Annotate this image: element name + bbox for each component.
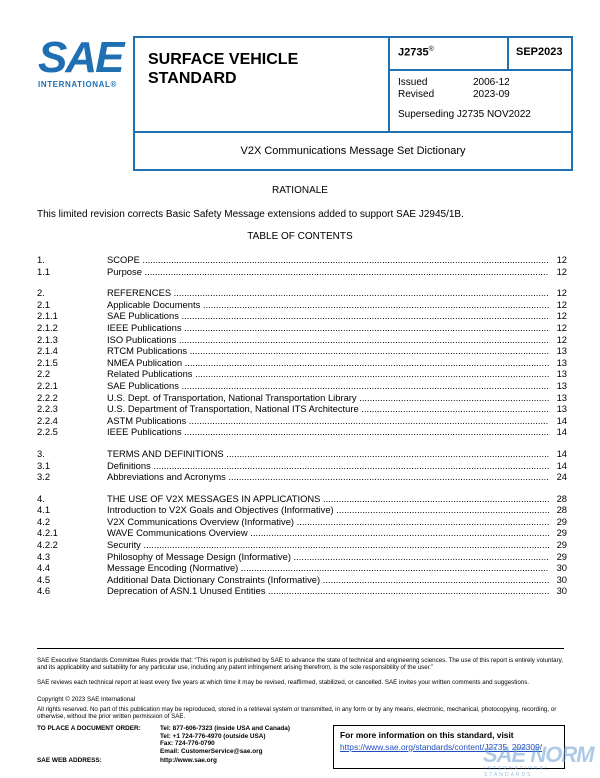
toc-entry-number: 2.2.4	[37, 414, 58, 426]
issue-dates	[398, 77, 510, 101]
toc-entry-title: IEEE Publications .....	[107, 322, 549, 334]
toc-entry[interactable]	[37, 334, 567, 346]
toc-entry[interactable]	[37, 415, 567, 427]
logo-letters: SAE	[38, 33, 123, 82]
toc-entry-page: 13	[556, 345, 567, 357]
web-address[interactable]: http://www.sae.org	[160, 757, 217, 764]
toc-entry[interactable]	[37, 426, 567, 438]
toc-entry[interactable]	[37, 527, 567, 539]
rationale-text: This limited revision corrects Basic Safety Message extensions added to support SAE J2945/1B.	[37, 209, 464, 220]
toc-entry-title: IEEE Publications .....	[107, 426, 549, 438]
toc-entry-number: 3.	[37, 447, 45, 459]
toc-entry-number: 4.1	[37, 504, 51, 516]
toc-entry-page: 14	[556, 447, 567, 459]
toc-entry-page: 14	[556, 459, 567, 471]
toc-entry-title: SCOPE .....	[107, 254, 549, 266]
copyright: Copyright © 2023 SAE International	[37, 696, 136, 703]
toc-entry-number: 2.1.4	[37, 345, 58, 357]
email: Email: CustomerService@sae.org	[160, 747, 263, 755]
toc-entry-number: 4.5	[37, 573, 51, 585]
toc-entry-page: 13	[556, 379, 567, 391]
rules-notice: SAE Executive Standards Committee Rules provide that: “This report is published by SAE to advance the state of technical and engineering sciences. The use of this report is entirely voluntary, and its applicability and suitability for any particular use, including any patent infringement arising therefrom, is the sole responsibility of the user.”	[37, 657, 563, 672]
toc-entry[interactable]	[37, 392, 567, 404]
toc-entry-title: Security .....	[107, 539, 549, 551]
toc-entry-page: 14	[556, 414, 567, 426]
toc-spacer	[37, 438, 567, 448]
toc-entry-number: 2.1	[37, 298, 51, 310]
toc-entry-page: 29	[556, 550, 567, 562]
footer-rule	[37, 648, 564, 649]
toc-entry-page: 30	[556, 562, 567, 574]
sae-logo	[38, 33, 124, 90]
document-type-line: STANDARD	[148, 70, 237, 87]
toc-entry[interactable]	[37, 310, 567, 322]
toc-entry-number: 4.4	[37, 562, 51, 574]
toc-entry-title: U.S. Dept. of Transportation, National Transportation Library .....	[107, 392, 549, 404]
phone-domestic: Tel: 877-606-7323 (inside USA and Canada)	[160, 725, 290, 732]
issued-label: Issued	[398, 77, 428, 88]
toc-entry[interactable]	[37, 471, 567, 483]
header-divider	[388, 36, 390, 132]
toc-entry[interactable]	[37, 266, 567, 278]
toc-entry-title: Philosophy of Message Design (Informative) .....	[107, 551, 549, 563]
toc-entry-title: Introduction to V2X Goals and Objectives (Informative) .....	[107, 504, 549, 516]
toc-entry-page: 14	[556, 426, 567, 438]
toc-entry-title: THE USE OF V2X MESSAGES IN APPLICATIONS .....	[107, 493, 549, 505]
header-divider	[388, 69, 573, 71]
document-type	[148, 50, 298, 88]
header-divider	[133, 131, 573, 133]
toc-entry[interactable]	[37, 562, 567, 574]
toc-entry-number: 2.1.3	[37, 333, 58, 345]
issued-value: 2006-12	[473, 77, 510, 88]
revised-label: Revised	[398, 89, 435, 100]
toc-entry[interactable]	[37, 574, 567, 586]
logo-subtitle: INTERNATIONAL®	[38, 80, 118, 89]
table-of-contents	[37, 254, 567, 597]
toc-entry-title: WAVE Communications Overview .....	[107, 527, 549, 539]
toc-entry-number: 2.1.5	[37, 356, 58, 368]
toc-entry-title: SAE Publications .....	[107, 310, 549, 322]
toc-entry-page: 30	[556, 585, 567, 597]
toc-entry-number: 4.	[37, 492, 45, 504]
toc-entry-number: 3.1	[37, 459, 51, 471]
document-title: V2X Communications Message Set Dictionary	[240, 145, 466, 157]
toc-entry-page: 12	[556, 310, 567, 322]
toc-entry-number: 2.	[37, 287, 45, 299]
toc-entry-number: 3.2	[37, 471, 51, 483]
toc-entry-page: 29	[556, 539, 567, 551]
toc-entry-title: RTCM Publications .....	[107, 345, 549, 357]
watermark-logo: SAE NORM	[483, 742, 594, 767]
toc-entry-page: 12	[556, 265, 567, 277]
toc-entry-page: 28	[556, 504, 567, 516]
toc-entry-page: 12	[556, 321, 567, 333]
registered-mark: ®	[428, 46, 434, 53]
toc-entry-number: 4.6	[37, 585, 51, 597]
toc-entry-page: 24	[556, 471, 567, 483]
toc-spacer	[37, 483, 567, 493]
toc-entry-number: 2.2.3	[37, 403, 58, 415]
toc-entry-title: Definitions .....	[107, 460, 549, 472]
document-number	[398, 46, 434, 59]
phone-international: Tel: +1 724-776-4970 (outside USA)	[160, 732, 266, 740]
toc-entry-page: 13	[556, 403, 567, 415]
toc-entry[interactable]	[37, 504, 567, 516]
fax: Fax: 724-776-0790	[160, 740, 215, 748]
web-address-label: SAE WEB ADDRESS:	[37, 757, 102, 764]
toc-entry-title: U.S. Department of Transportation, National ITS Architecture .....	[107, 403, 549, 415]
document-number-text: J2735	[398, 46, 429, 59]
toc-spacer	[37, 277, 567, 287]
document-date: SEP2023	[516, 46, 563, 58]
toc-entry-page: 13	[556, 368, 567, 380]
toc-entry-page: 28	[556, 492, 567, 504]
toc-entry-page: 13	[556, 356, 567, 368]
header-divider	[507, 36, 509, 70]
toc-entry[interactable]	[37, 254, 567, 266]
toc-entry[interactable]	[37, 448, 567, 460]
toc-entry[interactable]	[37, 403, 567, 415]
toc-entry-title: Applicable Documents .....	[107, 299, 549, 311]
toc-entry-title: ISO Publications .....	[107, 334, 549, 346]
toc-entry-page: 13	[556, 391, 567, 403]
toc-entry-title: Purpose .....	[107, 266, 549, 278]
revised-value: 2023-09	[473, 89, 510, 100]
toc-entry-title: Deprecation of ASN.1 Unused Entities .....	[107, 585, 549, 597]
review-notice: SAE reviews each technical report at least every five years at which time it may be revised, reaffirmed, stabilized, or cancelled. SAE invites your written comments and suggestions.	[37, 679, 530, 686]
toc-entry-number: 2.1.1	[37, 310, 58, 322]
toc-entry-page: 12	[556, 333, 567, 345]
toc-entry-title: Abbreviations and Acronyms .....	[107, 471, 549, 483]
toc-entry[interactable]	[37, 299, 567, 311]
toc-entry[interactable]	[37, 345, 567, 357]
standard-link[interactable]: https://www.sae.org/standards/content/J2735_202309/	[340, 742, 543, 752]
toc-entry-number: 1.1	[37, 265, 51, 277]
document-type-line: SURFACE VEHICLE	[148, 51, 299, 68]
toc-entry-number: 2.1.2	[37, 321, 58, 333]
toc-entry-number: 2.2.5	[37, 426, 58, 438]
toc-entry-number: 2.2.1	[37, 379, 58, 391]
toc-entry-title: Message Encoding (Normative) .....	[107, 562, 549, 574]
toc-entry-number: 4.2	[37, 515, 51, 527]
toc-heading: TABLE OF CONTENTS	[247, 231, 353, 242]
toc-entry-title: Related Publications .....	[107, 368, 549, 380]
toc-entry[interactable]	[37, 493, 567, 505]
rights-notice: All rights reserved. No part of this publication may be reproduced, stored in a retrieval system or transmitted, in any form or by any means, electronic, mechanical, photocopying, recording, or otherwise, without the prior written permission of SAE.	[37, 706, 557, 721]
rationale-heading: RATIONALE	[272, 185, 328, 196]
toc-entry-number: 1.	[37, 254, 45, 265]
toc-entry-page: 12	[556, 298, 567, 310]
toc-entry-page: 30	[556, 573, 567, 585]
more-info-heading: For more information on this standard, visit	[340, 730, 514, 740]
order-label: TO PLACE A DOCUMENT ORDER:	[37, 725, 141, 732]
toc-entry-title: NMEA Publication .....	[107, 357, 549, 369]
toc-entry-number: 4.3	[37, 550, 51, 562]
toc-entry[interactable]	[37, 539, 567, 551]
toc-entry-title: REFERENCES .....	[107, 287, 549, 299]
watermark-subtitle: INTERNATIONAL STANDARDS	[484, 766, 550, 778]
toc-entry[interactable]	[37, 380, 567, 392]
toc-entry[interactable]	[37, 322, 567, 334]
toc-entry-title: TERMS AND DEFINITIONS .....	[107, 448, 549, 460]
toc-entry[interactable]	[37, 551, 567, 563]
toc-entry[interactable]	[37, 516, 567, 528]
toc-entry-number: 2.2.2	[37, 391, 58, 403]
order-contacts	[160, 725, 290, 755]
toc-entry-number: 2.2	[37, 368, 51, 380]
toc-entry-number: 4.2.1	[37, 527, 58, 539]
toc-entry-page: 12	[556, 254, 567, 265]
toc-entry[interactable]	[37, 287, 567, 299]
toc-entry-page: 29	[556, 527, 567, 539]
toc-entry[interactable]	[37, 368, 567, 380]
toc-entry-title: SAE Publications .....	[107, 380, 549, 392]
superseding-note: Superseding J2735 NOV2022	[398, 109, 531, 120]
toc-entry-title: ASTM Publications .....	[107, 415, 549, 427]
toc-entry[interactable]	[37, 585, 567, 597]
toc-entry-title: Additional Data Dictionary Constraints (Informative) .....	[107, 574, 549, 586]
toc-entry[interactable]	[37, 357, 567, 369]
toc-entry-title: V2X Communications Overview (Informative) .....	[107, 516, 549, 528]
toc-entry-page: 12	[556, 287, 567, 299]
toc-entry-page: 29	[556, 515, 567, 527]
toc-entry-number: 4.2.2	[37, 539, 58, 551]
toc-entry[interactable]	[37, 460, 567, 472]
